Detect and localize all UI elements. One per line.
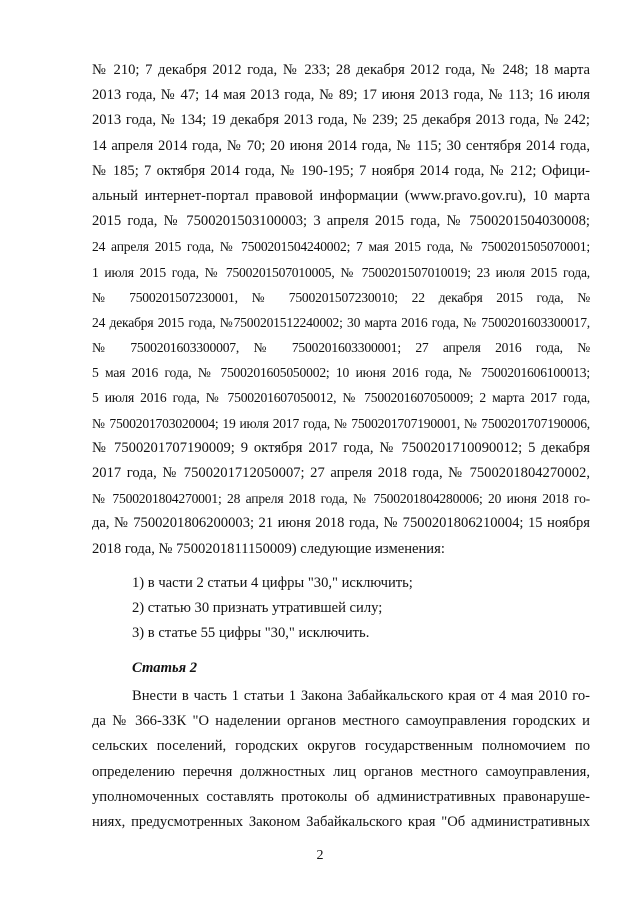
- text-line: альный интернет-портал правовой информации (www.pravo.gov.ru), 10 марта: [92, 187, 590, 204]
- text-line: да, № 7500201806200003; 21 июня 2018 года, № 7500201806210004; 15 ноября: [92, 515, 590, 532]
- text-line: 14 апреля 2014 года, № 70; 20 июня 2014 года, № 115; 30 сентября 2014 года,: [92, 137, 590, 154]
- text-line: 2013 года, № 47; 14 мая 2013 года, № 89; 17 июня 2013 года, № 113; 16 июля: [92, 87, 590, 104]
- text-line: 2017 года, № 7500201712050007; 27 апреля 2018 года, № 7500201804270002,: [92, 465, 590, 481]
- text-line: сельских поселений, городских округов государственным полномочием по: [92, 738, 590, 755]
- change-item-3: 3) в статье 55 цифры "30," исключить.: [132, 625, 370, 642]
- text-line: определению перечня должностных лиц органов местного самоуправления,: [92, 763, 590, 780]
- text-line: № 210; 7 декабря 2012 года, № 233; 28 декабря 2012 года, № 248; 18 марта: [92, 62, 590, 78]
- text-line: 24 декабря 2015 года, №7500201512240002; 30 марта 2016 года, № 7500201603300017,: [92, 314, 590, 330]
- text-line-last: 2018 года, № 7500201811150009) следующие изменения:: [92, 540, 445, 557]
- changes-list: [92, 571, 590, 647]
- text-line: № 7500201507230001, № 7500201507230010; 22 декабря 2015 года, №: [92, 289, 590, 305]
- text-line: № 7500201703020004; 19 июля 2017 года, № 7500201707190001, № 7500201707190006,: [92, 415, 590, 431]
- text-line: да № 366-ЗЗК "О наделении органов местного самоуправления городских и: [92, 713, 590, 730]
- text-line: 5 мая 2016 года, № 7500201605050002; 10 июня 2016 года, № 7500201606100013;: [92, 365, 590, 381]
- text-line: № 7500201603300007, № 7500201603300001; 27 апреля 2016 года, №: [92, 340, 590, 356]
- text-line: 2015 года, № 7500201503100003; 3 апреля 2015 года, № 7500201504030008;: [92, 213, 590, 230]
- text-line: № 7500201707190009; 9 октября 2017 года, № 7500201710090012; 5 декабря: [92, 439, 590, 456]
- change-item-2: 2) статью 30 признать утратившей силу;: [132, 600, 383, 617]
- continuation-paragraph: [92, 58, 590, 562]
- text-line: 24 апреля 2015 года, № 7500201504240002; 7 мая 2015 года, № 7500201505070001;: [92, 239, 590, 255]
- article-heading: Статья 2: [132, 660, 198, 676]
- text-line: 5 июля 2016 года, № 7500201607050012, № 7500201607050009; 2 марта 2017 года,: [92, 390, 590, 406]
- page-number: 2: [316, 848, 324, 863]
- text-line: № 185; 7 октября 2014 года, № 190-195; 7 ноября 2014 года, № 212; Офици-: [92, 162, 590, 179]
- text-line: ниях, предусмотренных Законом Забайкальского края "Об административных: [92, 813, 590, 830]
- text-line: 2013 года, № 134; 19 декабря 2013 года, № 239; 25 декабря 2013 года, № 242;: [92, 112, 590, 129]
- text-line: № 7500201804270001; 28 апреля 2018 года, № 7500201804280006; 20 июня 2018 го-: [92, 491, 590, 507]
- text-line: 1 июля 2015 года, № 7500201507010005, № 7500201507010019; 23 июля 2015 года,: [92, 264, 590, 280]
- article-section: [92, 656, 590, 681]
- text-line: уполномоченных составлять протоколы об административных правонаруше-: [92, 788, 590, 805]
- article-paragraph: [92, 684, 590, 835]
- change-item-1: 1) в части 2 статьи 4 цифры "30," исключить;: [132, 575, 413, 591]
- text-line: Внести в часть 1 статьи 1 Закона Забайкальского края от 4 мая 2010 го-: [132, 688, 590, 704]
